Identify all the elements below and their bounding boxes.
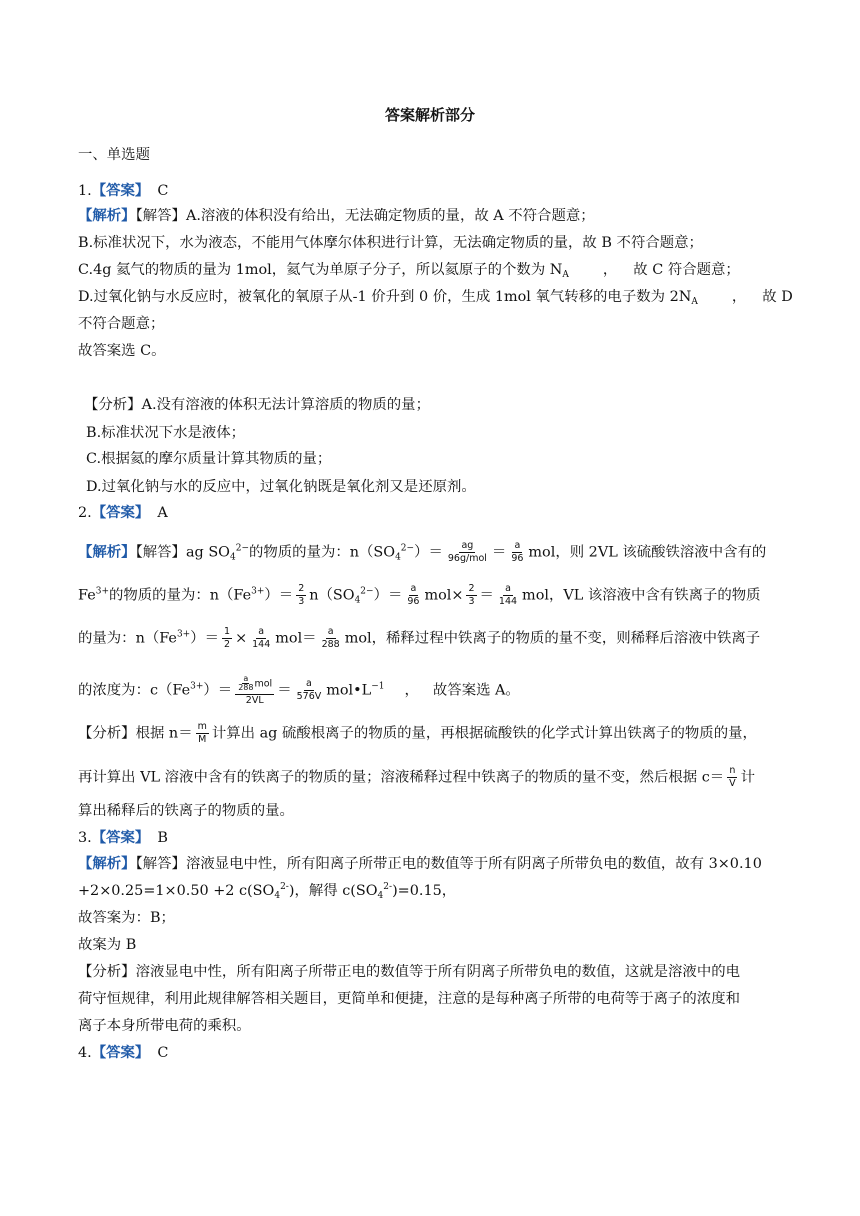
fraction: $\frac{a}{144}$ — [252, 626, 271, 650]
page-title: 答案解析部分 — [384, 106, 475, 124]
q2-remark-line-1: 【分析】根据 n＝ $\frac{m}{M}$ 计算出 ag 硫酸根离子的物质的量，再根据硫酸铁的化学式计算出铁离子的物质的量， — [78, 721, 757, 745]
q2-explanation-line-4: 的浓度为：$c(Fe^{3+})=$ $\frac{a}{288}$ mol 2VL ＝ $\frac{a}{576V}$ $mol•L^{-1}$ ， 故答案选 A。 — [78, 674, 520, 706]
fraction: $\frac{m}{M}$ — [197, 721, 207, 745]
q3-remark-line-1: 【分析】溶液显电中性，所有阳离子所带正电的数值等于所有阴离子所带负电的数值，这就是溶液中的电 — [78, 964, 740, 980]
q1-explanation-a: 【解析】【解答】A.溶液的体积没有给出，无法确定物质的量，故 A 不符合题意； — [78, 207, 595, 224]
q1-remark-b: B.标准状况下水是液体； — [86, 425, 246, 441]
q2-remark-line-3: 算出稀释后的铁离子的物质的量。 — [78, 803, 294, 819]
q1-remark-d: D.过氧化钠与水的反应中，过氧化钠既是氧化剂又是还原剂。 — [86, 479, 476, 495]
q2-explanation-line-1: 【解析】【解答】ag $SO_4^{2-}$的物质的量为：$n(SO_4^{2-})=$ $\frac{ag}{\text{96g/mol}}$ ＝ $\frac{a}{96}$ mol，则 2VL 该硫酸铁溶液中含有的 — [78, 540, 767, 564]
fraction: $\frac{a}{288}$ mol 2VL — [235, 675, 274, 706]
q3-explanation-line-1: 【解析】【解答】溶液显电中性，所有阳离子所带正电的数值等于所有阴离子所带负电的数值，故有 3×0.10 — [78, 855, 762, 872]
q3-remark-line-2: 荷守恒规律，利用此规律解答相关题目，更简单和便捷，注意的是每种离子所带的电荷等于离子的浓度和 — [78, 991, 740, 1007]
q3-explanation-line-3: 故答案为：B； — [78, 910, 175, 926]
q2-explanation-line-2: $Fe^{3+}$的物质的量为：$n(Fe^{3+})=$ $\frac{2}{3}$ $n(SO_4^{2-})=$ $\frac{a}{96}$ mol× $\frac{2}{3}$ ＝ $\frac{a}{144}$ mol，VL 该溶液中含有铁离子的物质 — [78, 583, 761, 607]
fraction: $\frac{2}{3}$ — [468, 583, 475, 607]
fraction: $\frac{a}{96}$ — [407, 583, 420, 607]
q1-explanation-b: B.标准状况下，水为液态，不能用气体摩尔体积进行计算，无法确定物质的量，故 B 不符合题意； — [78, 235, 703, 251]
fraction: $\frac{ag}{\text{96g/mol}}$ — [447, 540, 487, 564]
q1-conclusion: 故答案选 C。 — [78, 343, 166, 359]
q1-explanation-d: D.过氧化钠与水反应时，被氧化的氧原子从-1 价升到 0 价，生成 1mol 氧气转移的电子数为 $2N_A$ ， 故 D — [78, 289, 793, 307]
q2-explanation-line-3: 的量为：$n(Fe^{3+})=$ $\frac{1}{2}$ × $\frac{a}{144}$ mol＝ $\frac{a}{288}$ mol，稀释过程中铁离子的物质的量不变，则稀释后溶液中铁离子 — [78, 626, 761, 650]
q3-answer-line: 3.【答案】 B — [78, 829, 168, 846]
section-heading: 一、单选题 — [78, 147, 150, 163]
q4-answer: C — [157, 1045, 169, 1061]
fraction: $\frac{n}{V}$ — [729, 765, 736, 789]
q1-explanation-c: C.4g 氦气的物质的量为 1mol，氦气为单原子分子，所以氦原子的个数为 $N_A$ ， 故 C 符合题意； — [78, 262, 740, 280]
fraction: $\frac{a}{144}$ — [498, 583, 518, 607]
q2-answer-line: 2.【答案】 A — [78, 504, 168, 521]
q4-answer-line: 4.【答案】 C — [78, 1044, 169, 1061]
q2-remark-line-2: 再计算出 VL 溶液中含有的铁离子的物质的量；溶液稀释过程中铁离子的物质的量不变，然后根据 c＝ $\frac{n}{V}$ 计 — [78, 765, 756, 789]
fraction: $\frac{a}{96}$ — [511, 540, 524, 564]
q3-answer: B — [157, 830, 168, 846]
q1-remark-c: C.根据氦的摩尔质量计算其物质的量； — [86, 451, 332, 467]
q3-explanation-line-4: 故案为 B — [78, 937, 137, 953]
q1-remark-a: 【分析】A.没有溶液的体积无法计算溶质的物质的量； — [84, 397, 430, 413]
q1-answer-line: 1.【答案】 C — [78, 182, 169, 199]
q3-remark-line-3: 离子本身所带电荷的乘积。 — [78, 1018, 251, 1034]
q1-explanation-d-tail: 不符合题意； — [78, 316, 165, 332]
fraction: $\frac{2}{3}$ — [298, 583, 305, 607]
fraction: $\frac{a}{576V}$ — [296, 677, 322, 702]
fraction: $\frac{1}{2}$ — [224, 626, 231, 650]
q1-answer: C — [157, 183, 169, 199]
fraction: $\frac{a}{288}$ — [321, 626, 340, 650]
q3-explanation-line-2: +2×0.25=1×0.50 +2 $c(SO_4^{2-})$，解得 $c(SO_4^{2-})=0.15$， — [78, 882, 457, 901]
q2-answer: A — [157, 505, 168, 521]
fraction: $\frac{a}{288}$ — [238, 674, 254, 693]
